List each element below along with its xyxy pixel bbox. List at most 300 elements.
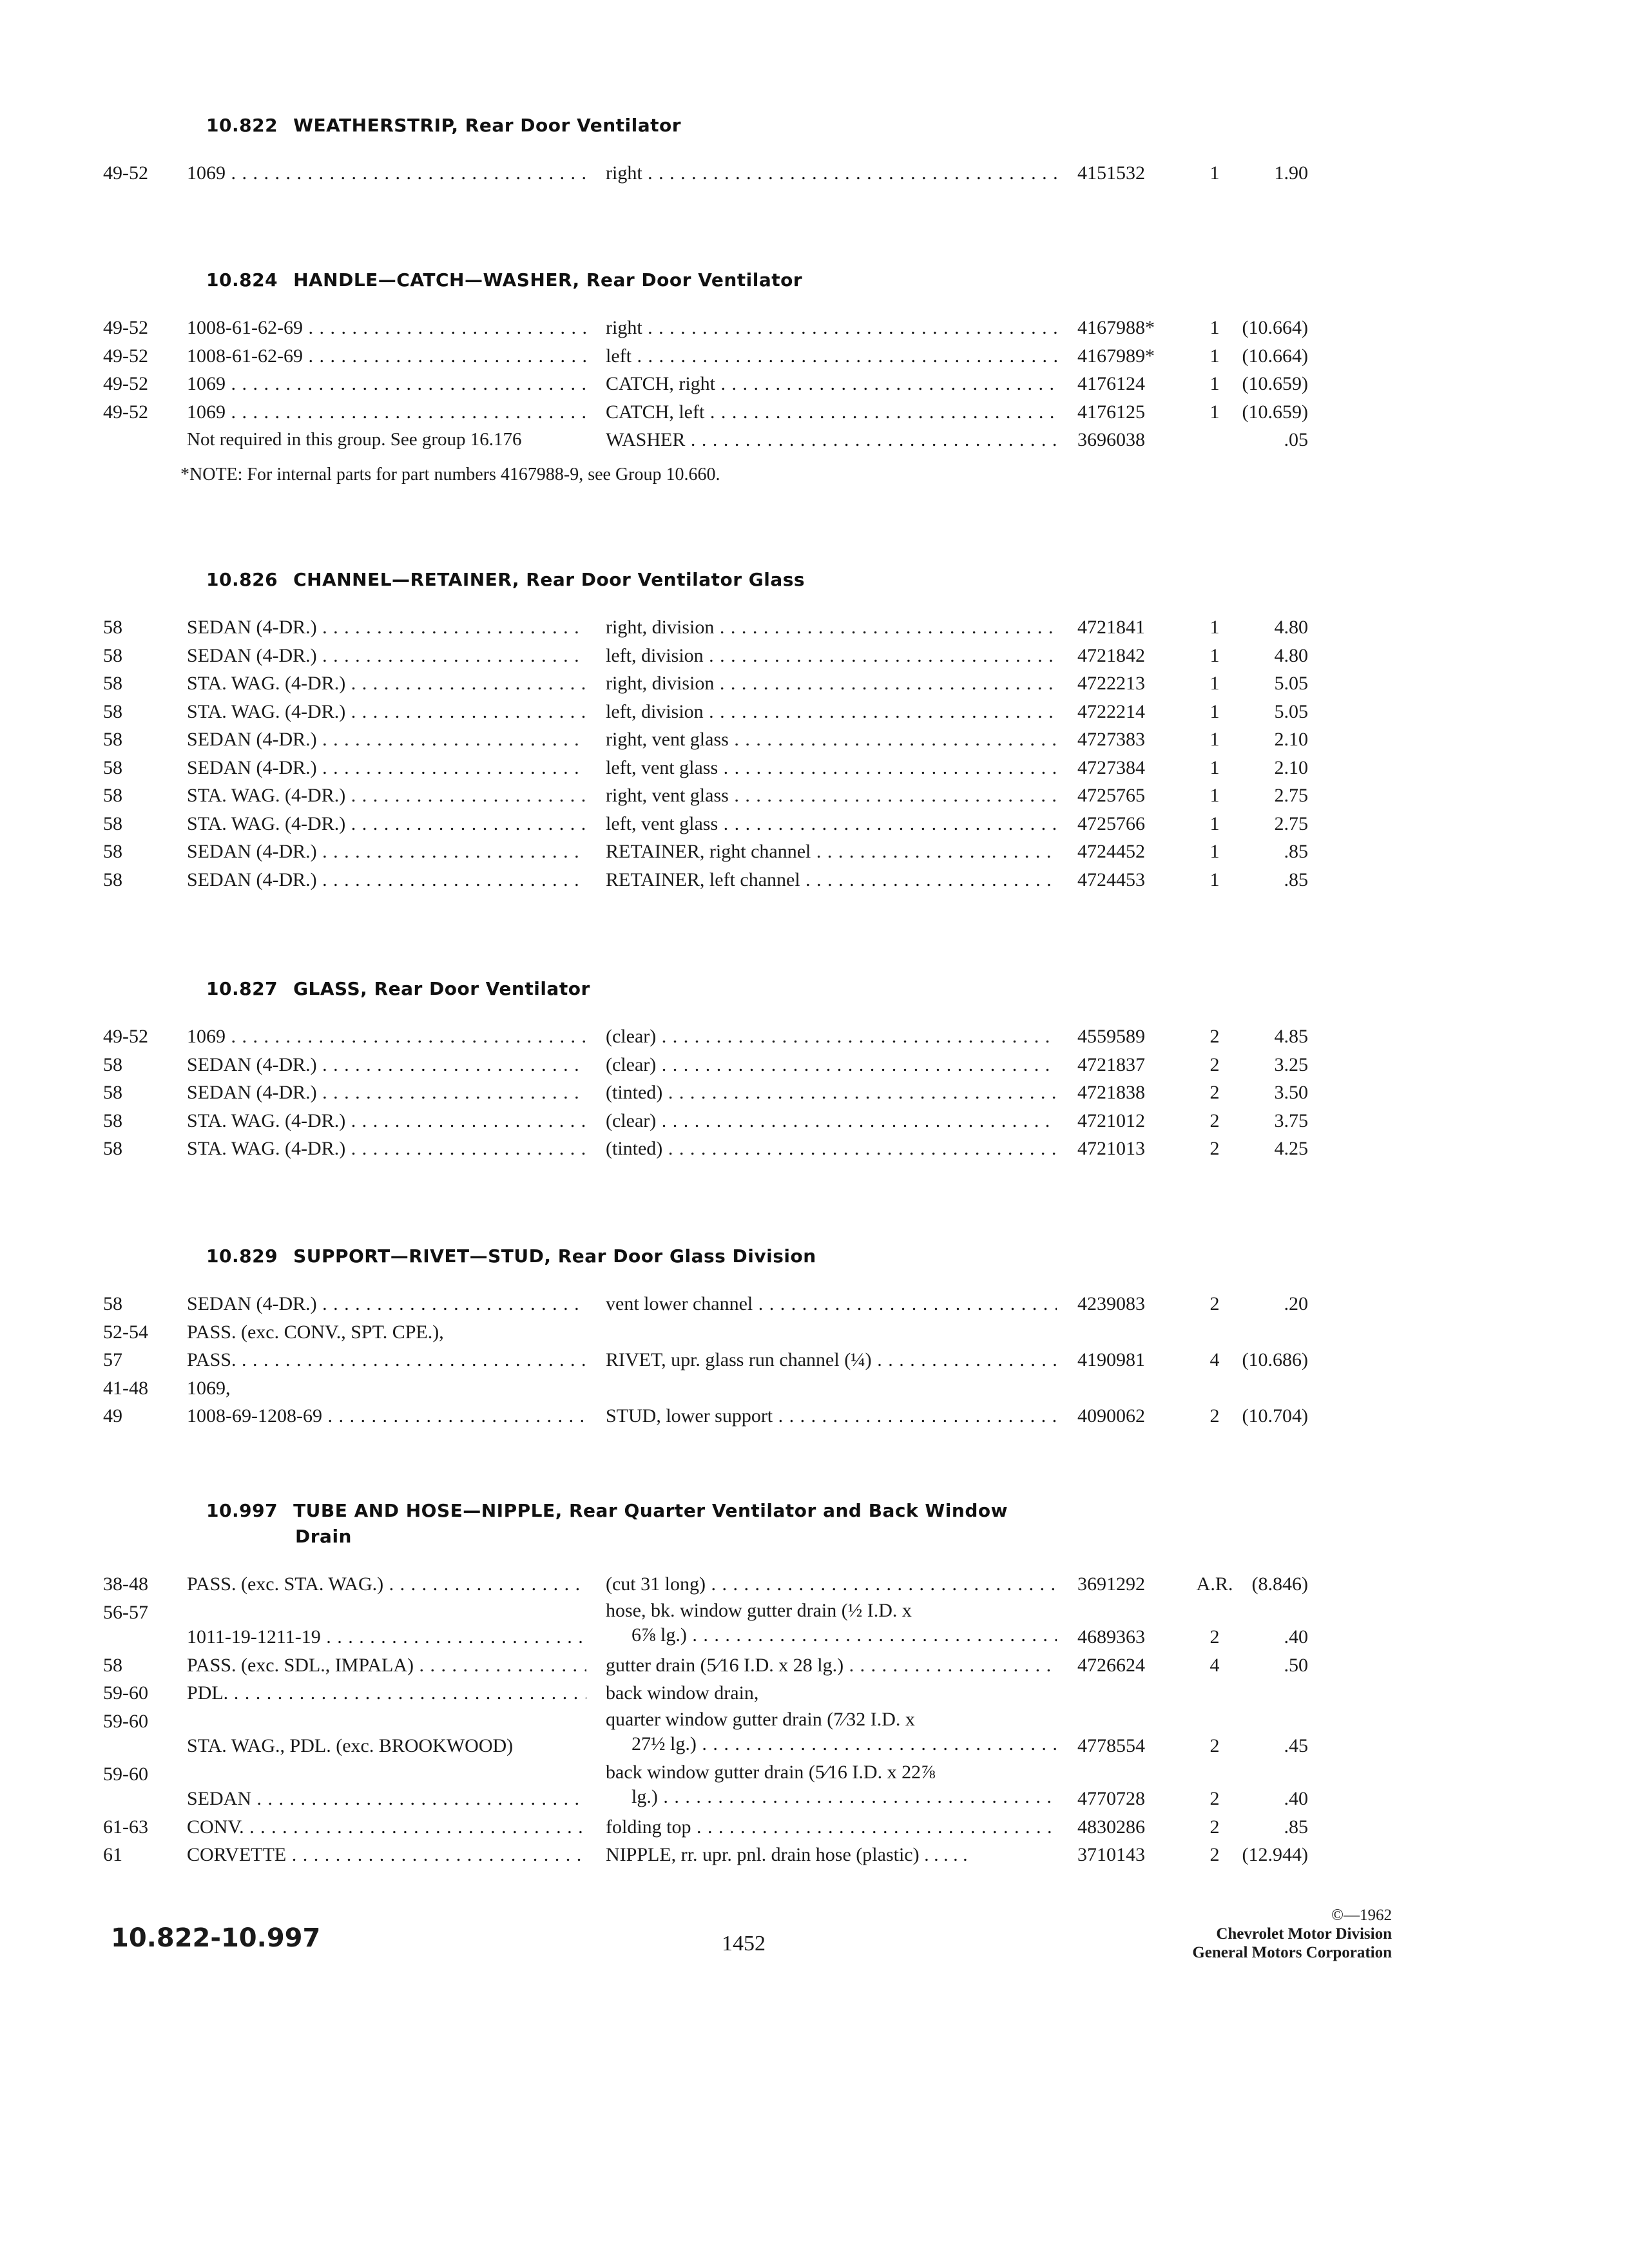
quantity: 2 <box>1210 1293 1220 1314</box>
quantity: 2 <box>1210 1626 1220 1648</box>
section-number: 10.824 <box>206 269 278 291</box>
leader-dots <box>687 1624 1057 1646</box>
description-text: STUD, lower support <box>606 1405 773 1427</box>
model-text: PASS. (exc. STA. WAG.) <box>187 1573 384 1595</box>
table-row <box>0 1107 1629 1135</box>
table-row <box>0 1651 1629 1680</box>
page-number: 1452 <box>722 1932 766 1956</box>
leader-dots <box>317 617 586 638</box>
model-year: 49-52 <box>103 373 148 394</box>
model-year: 58 <box>103 1082 122 1103</box>
part-description <box>606 1599 1057 1648</box>
part-description <box>606 613 1057 642</box>
part-number: 4725766 <box>1077 812 1145 834</box>
model-code <box>187 1841 586 1869</box>
price: .40 <box>1284 1626 1308 1648</box>
model-year: 57 <box>103 1349 122 1370</box>
section-number: 10.997 <box>206 1500 278 1521</box>
table-row <box>0 810 1629 838</box>
part-description <box>606 314 1057 342</box>
leader-dots <box>656 1026 1057 1047</box>
model-year: 58 <box>103 644 122 666</box>
section-number: 10.827 <box>206 978 278 999</box>
price: (10.704) <box>1242 1405 1308 1427</box>
leader-dots <box>345 1138 586 1159</box>
part-description <box>606 1346 1057 1374</box>
part-number: 4830286 <box>1077 1816 1145 1838</box>
quantity: 1 <box>1210 345 1220 367</box>
description-continuation <box>606 1623 1057 1648</box>
model-code <box>187 613 586 642</box>
part-number: 4167989* <box>1077 345 1155 367</box>
quantity: 2 <box>1210 1053 1220 1075</box>
leader-dots <box>718 757 1057 778</box>
part-number: 4689363 <box>1077 1626 1145 1648</box>
model-code: Not required in this group. See group 16.176 <box>187 429 522 450</box>
model-year: 58 <box>103 812 122 834</box>
table-row <box>0 1290 1629 1318</box>
table-row <box>0 426 1629 454</box>
price: 4.25 <box>1274 1138 1308 1159</box>
model-year: 49-52 <box>103 345 148 367</box>
description-text: (clear) <box>606 1026 657 1047</box>
price: (10.664) <box>1242 317 1308 338</box>
quantity: 2 <box>1210 1138 1220 1159</box>
description-text: CATCH, right <box>606 373 716 394</box>
table-row <box>0 1570 1629 1599</box>
parts-table <box>0 314 1629 454</box>
quantity: 2 <box>1210 1844 1220 1865</box>
description-text: back window gutter drain (5⁄16 I.D. x 22⅞ <box>606 1761 936 1783</box>
part-description <box>606 866 1057 894</box>
description-text: left, division <box>606 644 704 666</box>
leader-dots <box>317 841 586 862</box>
section-heading <box>206 267 802 293</box>
leader-dots <box>321 1626 586 1648</box>
parts-table <box>0 1290 1629 1430</box>
leader-dots <box>800 869 1057 890</box>
leader-dots <box>691 1816 1057 1838</box>
leader-dots <box>642 162 1057 184</box>
model-year: 58 <box>103 673 122 694</box>
section-heading <box>206 1244 816 1269</box>
price: 2.10 <box>1274 756 1308 778</box>
leader-dots <box>715 373 1057 394</box>
model-code <box>187 726 586 754</box>
part-description <box>606 669 1057 698</box>
part-description <box>606 698 1057 726</box>
price: 4.80 <box>1274 644 1308 666</box>
part-description <box>606 1079 1057 1107</box>
model-year: 41-48 <box>103 1377 148 1399</box>
quantity: 1 <box>1210 812 1220 834</box>
model-text: SEDAN (4-DR.) <box>187 756 317 778</box>
description-continuation <box>606 1785 1057 1809</box>
description-text: left, vent glass <box>606 756 718 778</box>
part-number: 4724452 <box>1077 841 1145 862</box>
model-code <box>187 398 586 427</box>
part-description <box>606 810 1057 838</box>
model-year: 58 <box>103 841 122 862</box>
quantity: 1 <box>1210 373 1220 394</box>
leader-dots <box>704 645 1057 666</box>
leader-dots <box>658 1786 1057 1807</box>
model-text: STA. WAG. (4-DR.) <box>187 673 346 694</box>
price: 2.10 <box>1274 729 1308 750</box>
quantity: 2 <box>1210 1026 1220 1047</box>
description-continuation-text: 6⅞ lg.) <box>631 1624 687 1646</box>
model-code <box>187 754 586 782</box>
part-number: 4559589 <box>1077 1026 1145 1047</box>
table-row <box>0 1402 1629 1430</box>
section-number: 10.826 <box>206 569 278 590</box>
quantity: 2 <box>1210 1735 1220 1756</box>
section-title: CHANNEL—RETAINER, Rear Door Ventilator Glass <box>293 569 805 590</box>
table-row <box>0 782 1629 810</box>
parts-table <box>0 159 1629 187</box>
model-code <box>187 1651 586 1680</box>
leader-dots <box>317 729 586 750</box>
part-description <box>606 1760 1057 1809</box>
part-description <box>606 426 1057 454</box>
section-title: SUPPORT—RIVET—STUD, Rear Door Glass Division <box>293 1245 816 1267</box>
description-continuation-text: 27½ lg.) <box>631 1733 697 1754</box>
description-text: (clear) <box>606 1053 657 1075</box>
price: 5.05 <box>1274 673 1308 694</box>
leader-dots <box>317 1293 586 1314</box>
leader-dots <box>345 813 586 834</box>
price: .85 <box>1284 841 1308 862</box>
description-text: right, division <box>606 617 715 638</box>
table-row <box>0 838 1629 866</box>
description-text: (tinted) <box>606 1138 663 1159</box>
model-code <box>187 1402 586 1430</box>
leader-dots <box>322 1405 586 1427</box>
part-description <box>606 342 1057 370</box>
part-number: 4190981 <box>1077 1349 1145 1370</box>
leader-dots <box>631 345 1057 367</box>
model-text: 1069 <box>187 401 226 423</box>
description-text: WASHER <box>606 429 686 450</box>
leader-dots <box>317 869 586 890</box>
corporation-line: General Motors Corporation <box>1192 1944 1392 1961</box>
part-description <box>606 1841 1057 1869</box>
part-description <box>606 1679 1057 1707</box>
model-text: 1069 <box>187 162 226 184</box>
table-row <box>0 1346 1629 1374</box>
model-text: 1008-61-62-69 <box>187 345 303 367</box>
part-number: 4721838 <box>1077 1082 1145 1103</box>
price: (10.659) <box>1242 401 1308 423</box>
description-text: NIPPLE, rr. upr. pnl. drain hose (plastic) . . . . . <box>606 1844 968 1865</box>
model-year: 58 <box>103 1293 122 1314</box>
model-text: SEDAN (4-DR.) <box>187 729 317 750</box>
part-description <box>606 1290 1057 1318</box>
price: 2.75 <box>1274 785 1308 806</box>
section-heading <box>206 567 805 593</box>
model-year: 58 <box>103 1138 122 1159</box>
quantity: 1 <box>1210 756 1220 778</box>
part-number: 4770728 <box>1077 1787 1145 1809</box>
part-description <box>606 1707 1057 1756</box>
publisher-credit <box>1121 1906 1392 1962</box>
price: (10.659) <box>1242 373 1308 394</box>
model-text: STA. WAG. (4-DR.) <box>187 785 346 806</box>
leader-dots <box>317 757 586 778</box>
leader-dots <box>286 1844 586 1865</box>
model-code <box>187 642 586 670</box>
leader-dots <box>317 1054 586 1075</box>
model-code <box>187 1107 586 1135</box>
part-description <box>606 1402 1057 1430</box>
price: .20 <box>1284 1293 1308 1314</box>
section-title-continuation: Drain <box>295 1526 352 1547</box>
description-text: quarter window gutter drain (7⁄32 I.D. x <box>606 1708 915 1730</box>
model-code <box>187 159 586 187</box>
leader-dots <box>244 1816 586 1838</box>
section-heading <box>206 113 681 139</box>
part-number: 4721013 <box>1077 1138 1145 1159</box>
description-text: RETAINER, left channel <box>606 869 800 890</box>
model-code <box>187 838 586 866</box>
model-text: 1011-19-1211-19 <box>187 1626 321 1648</box>
table-row <box>0 613 1629 642</box>
table-row <box>0 1679 1629 1707</box>
description-text: CATCH, left <box>606 401 705 423</box>
part-number: 4722214 <box>1077 700 1145 722</box>
description-text: back window drain, <box>606 1682 759 1704</box>
table-row <box>0 642 1629 670</box>
description-text: right, vent glass <box>606 785 729 806</box>
model-code <box>187 342 586 370</box>
part-number: 4721837 <box>1077 1053 1145 1075</box>
description-text: folding top <box>606 1816 691 1838</box>
leader-dots <box>251 1788 586 1809</box>
model-year: 58 <box>103 1654 122 1676</box>
quantity: 4 <box>1210 1654 1220 1676</box>
section-title: HANDLE—CATCH—WASHER, Rear Door Ventilator <box>293 269 803 291</box>
price: .85 <box>1284 869 1308 890</box>
model-text: 1008-61-62-69 <box>187 317 303 338</box>
part-number: 4778554 <box>1077 1735 1145 1756</box>
table-row <box>0 370 1629 398</box>
model-text: 1069 <box>187 1026 226 1047</box>
model-year: 49-52 <box>103 317 148 338</box>
price: 4.85 <box>1274 1026 1308 1047</box>
description-text: gutter drain (5⁄16 I.D. x 28 lg.) <box>606 1654 844 1676</box>
part-number: 4721842 <box>1077 644 1145 666</box>
leader-dots <box>226 401 586 423</box>
model-year: 61-63 <box>103 1816 148 1838</box>
leader-dots <box>729 785 1057 806</box>
leader-dots <box>718 813 1057 834</box>
table-row <box>0 698 1629 726</box>
part-description <box>606 1023 1057 1051</box>
model-text: SEDAN (4-DR.) <box>187 1082 317 1103</box>
leader-dots <box>656 1110 1057 1131</box>
part-number: 3710143 <box>1077 1844 1145 1865</box>
quantity: 1 <box>1210 700 1220 722</box>
parts-table <box>0 1570 1629 1869</box>
part-number: 4722213 <box>1077 673 1145 694</box>
part-number: 4721012 <box>1077 1110 1145 1131</box>
model-code <box>187 1570 586 1599</box>
description-continuation <box>606 1732 1057 1756</box>
leader-dots <box>706 1573 1057 1595</box>
leader-dots <box>345 673 586 694</box>
model-year: 58 <box>103 1110 122 1131</box>
part-number: 3696038 <box>1077 429 1145 450</box>
table-row <box>0 1079 1629 1107</box>
part-number: 4724453 <box>1077 869 1145 890</box>
leader-dots <box>872 1349 1057 1370</box>
quantity: 2 <box>1210 1110 1220 1131</box>
table-row <box>0 726 1629 754</box>
leader-dots <box>662 1138 1057 1159</box>
model-text: SEDAN (4-DR.) <box>187 617 317 638</box>
table-row <box>0 1318 1629 1347</box>
table-row <box>0 1051 1629 1079</box>
table-row <box>0 866 1629 894</box>
quantity: 1 <box>1210 162 1220 184</box>
leader-dots <box>383 1573 586 1595</box>
part-number: 4725765 <box>1077 785 1145 806</box>
model-text: CORVETTE <box>187 1844 287 1865</box>
division-line: Chevrolet Motor Division <box>1216 1925 1392 1943</box>
price: (10.686) <box>1242 1349 1308 1370</box>
part-description <box>606 726 1057 754</box>
table-row <box>0 1023 1629 1051</box>
model-text: SEDAN <box>187 1787 252 1809</box>
model-code <box>187 1679 586 1707</box>
table-row <box>0 669 1629 698</box>
model-year: 58 <box>103 756 122 778</box>
model-year: 49-52 <box>103 401 148 423</box>
model-year: 52-54 <box>103 1321 148 1343</box>
model-code <box>187 1785 586 1813</box>
part-number: 4167988* <box>1077 317 1155 338</box>
price: 3.75 <box>1274 1110 1308 1131</box>
description-text: right, vent glass <box>606 729 729 750</box>
model-code <box>187 810 586 838</box>
table-row <box>0 1760 1629 1813</box>
part-number: 4090062 <box>1077 1405 1145 1427</box>
quantity: A.R. <box>1196 1573 1233 1595</box>
leader-dots <box>228 1682 586 1704</box>
model-code <box>187 1023 586 1051</box>
model-code <box>187 1051 586 1079</box>
price: 3.50 <box>1274 1082 1308 1103</box>
table-row <box>0 314 1629 342</box>
model-year: 58 <box>103 785 122 806</box>
leader-dots <box>303 317 586 338</box>
quantity: 4 <box>1210 1349 1220 1370</box>
part-description <box>606 1051 1057 1079</box>
model-year: 59-60 <box>103 1710 148 1732</box>
part-number: 4726624 <box>1077 1654 1145 1676</box>
description-text: vent lower channel <box>606 1293 753 1314</box>
model-code <box>187 314 586 342</box>
part-description <box>606 838 1057 866</box>
quantity: 1 <box>1210 401 1220 423</box>
model-text: SEDAN (4-DR.) <box>187 869 317 890</box>
quantity: 1 <box>1210 644 1220 666</box>
leader-dots <box>843 1655 1057 1676</box>
section-number: 10.822 <box>206 115 278 136</box>
model-text: 1008-69-1208-69 <box>187 1405 322 1427</box>
section-title: TUBE AND HOSE—NIPPLE, Rear Quarter Ventilator and Back Window <box>293 1500 1008 1521</box>
model-year: 58 <box>103 1053 122 1075</box>
quantity: 1 <box>1210 617 1220 638</box>
price: 1.90 <box>1274 162 1308 184</box>
table-row <box>0 1841 1629 1869</box>
description-text: right, division <box>606 673 715 694</box>
part-number: 4727384 <box>1077 756 1145 778</box>
leader-dots <box>226 373 586 394</box>
leader-dots <box>729 729 1057 750</box>
model-year: 49-52 <box>103 1026 148 1047</box>
part-description <box>606 398 1057 427</box>
model-code <box>187 866 586 894</box>
description-text: left, vent glass <box>606 812 718 834</box>
description-text: right <box>606 317 642 338</box>
model-code <box>187 1290 586 1318</box>
part-number: 4727383 <box>1077 729 1145 750</box>
price: 4.80 <box>1274 617 1308 638</box>
model-code <box>187 782 586 810</box>
model-year: 59-60 <box>103 1763 148 1785</box>
table-row <box>0 1599 1629 1651</box>
leader-dots <box>704 701 1057 722</box>
part-number: 3691292 <box>1077 1573 1145 1595</box>
description-text: left <box>606 345 631 367</box>
leader-dots <box>773 1405 1057 1427</box>
model-code <box>187 1079 586 1107</box>
model-year: 49-52 <box>103 162 148 184</box>
group-range: 10.822-10.997 <box>111 1923 321 1953</box>
price: 5.05 <box>1274 700 1308 722</box>
quantity: 2 <box>1210 1082 1220 1103</box>
model-year: 56-57 <box>103 1601 148 1623</box>
model-code <box>187 1346 586 1374</box>
part-number: 4151532 <box>1077 162 1145 184</box>
model-code <box>187 1135 586 1163</box>
parts-table <box>0 1023 1629 1163</box>
model-text: 1069 <box>187 373 226 394</box>
model-code: PASS. (exc. CONV., SPT. CPE.), <box>187 1321 444 1343</box>
model-year: 49 <box>103 1405 122 1427</box>
part-description <box>606 370 1057 398</box>
price: (8.846) <box>1251 1573 1308 1595</box>
leader-dots <box>697 1733 1057 1754</box>
model-code <box>187 669 586 698</box>
description-text: hose, bk. window gutter drain (½ I.D. x <box>606 1599 912 1621</box>
price: .45 <box>1284 1735 1308 1756</box>
description-text: (tinted) <box>606 1082 663 1103</box>
model-year: 61 <box>103 1844 122 1865</box>
leader-dots <box>714 673 1057 694</box>
part-description <box>606 642 1057 670</box>
leader-dots <box>642 317 1057 338</box>
model-text: PASS. (exc. SDL., IMPALA) <box>187 1654 414 1676</box>
model-year: 58 <box>103 729 122 750</box>
model-text: PASS. <box>187 1349 236 1370</box>
description-continuation-text: lg.) <box>631 1785 658 1807</box>
quantity: 1 <box>1210 785 1220 806</box>
table-row <box>0 1135 1629 1163</box>
leader-dots <box>656 1054 1057 1075</box>
model-code <box>187 698 586 726</box>
